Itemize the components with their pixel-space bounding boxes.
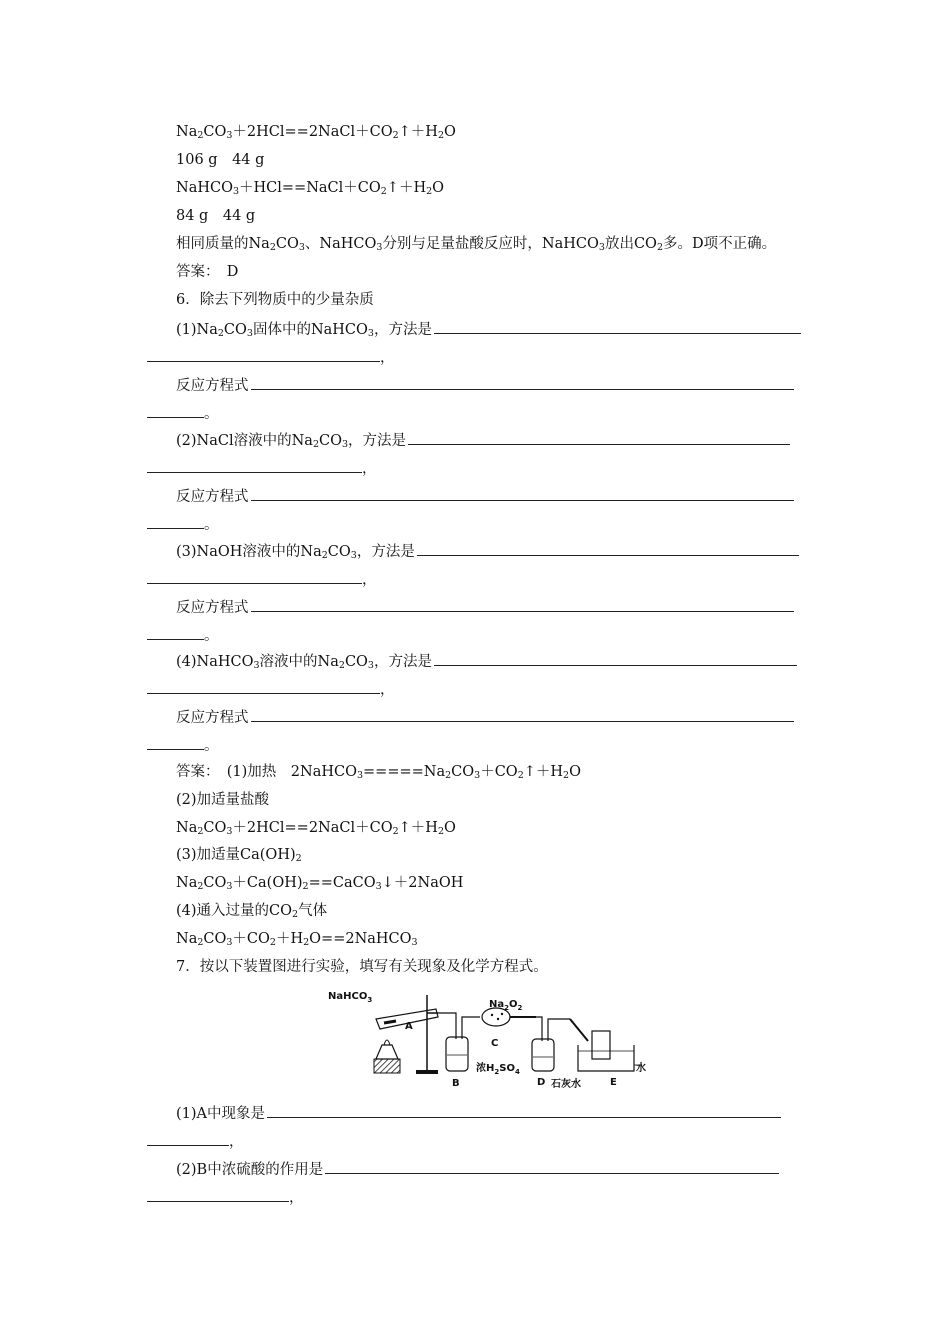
q7-part-2-cont: ， [145,1186,304,1208]
answer-blank[interactable] [147,624,204,640]
answer-blank[interactable] [147,678,380,694]
q6-item-2-cont: ， [145,457,377,479]
label-water: 水 [636,1063,646,1074]
q6-item-2: (2)NaCl溶液中的$Na_2CO_3$，方法是 [176,429,790,451]
drying-tube-c [482,1008,510,1026]
q6-item-4-eq-cont: 。 [145,734,219,756]
label-c: C [491,1038,499,1049]
answer-blank[interactable] [251,374,794,390]
answer-blank[interactable] [147,457,362,473]
granule [491,1014,493,1016]
answer-blank[interactable] [147,402,204,418]
equation-nahco3-hcl: $NaHCO_3+HCl==NaCl+CO_2↑+H_2O$ [176,180,445,197]
answer-blank[interactable] [147,1186,289,1202]
collecting-jar [592,1031,610,1059]
delivery-tube-bc [462,1017,480,1039]
conclusion-text: 相同质量的$Na_2CO_3$、NaHCO$_3$分别与足量盐酸反应时，NaHCO$_3$放出$CO_2$多。D项不正确。 [176,236,777,253]
answer-blank[interactable] [267,1102,781,1118]
bottle-b [446,1037,468,1071]
delivery-tube-de [548,1019,570,1041]
answer-blank[interactable] [417,540,799,556]
flame [384,1040,390,1045]
delivery-tube-ab [438,1013,456,1039]
label-h2so4: 浓$H_2SO_4$ [476,1063,520,1076]
label-b: B [452,1078,460,1089]
q6-answer-2-eq: $Na_2CO_3+2HCl==2NaCl+CO_2↑+H_2O$ [176,820,456,837]
q7-part-1: (1)A中现象是 [176,1102,781,1124]
stand-base [416,1070,438,1074]
answer-blank[interactable] [251,485,794,501]
q7-part-2: (2)B中浓硫酸的作用是 [176,1158,779,1180]
delivery-tube-cd [536,1017,542,1041]
q6-item-3-eq-cont: 。 [145,624,219,646]
q6-item-4-cont: ， [145,678,395,700]
label-a: A [405,1021,413,1032]
q6-item-3-cont: ， [145,568,377,590]
question-6-title: 6．除去下列物质中的少量杂质 [176,292,374,308]
q6-answer-3-eq: $Na_2CO_3+Ca(OH)_2==CaCO_3↓+2NaOH$ [176,875,464,892]
answer-blank[interactable] [325,1158,779,1174]
question-7-title: 7．按以下装置图进行实验，填写有关现象及化学方程式。 [176,959,548,975]
q6-item-4-eq: 反应方程式 [176,706,794,728]
apparatus-figure [326,985,656,1095]
equation-na2co3-hcl: $Na_2CO_3+2HCl==2NaCl+CO_2↑+H_2O$ [176,124,456,141]
granule [497,1018,499,1020]
label-e: E [610,1077,617,1088]
answer-blank[interactable] [147,513,204,529]
q6-item-3: (3)NaOH溶液中的$Na_2CO_3$，方法是 [176,540,799,562]
q6-item-3-eq: 反应方程式 [176,596,794,618]
q6-item-1: $(1)Na_2CO_3$固体中的NaHCO$_3$，方法是 [176,318,801,340]
q6-item-2-eq-cont: 。 [145,513,219,535]
heating-block [374,1059,400,1073]
answer-blank[interactable] [147,734,204,750]
alcohol-lamp [376,1045,398,1059]
answer-blank[interactable] [251,596,794,612]
q6-item-2-eq: 反应方程式 [176,485,794,507]
label-nahco3: NaHCO$_3$ [328,991,373,1004]
mass-ratio-1: 106 g 44 g [176,152,265,168]
rubber-tube-e [570,1019,588,1041]
label-d: D [537,1077,546,1088]
answer-blank[interactable] [408,429,790,445]
answer-blank[interactable] [147,1130,229,1146]
q6-answer-3: (3)加适量$Ca(OH)_2$ [176,847,302,864]
answer-blank[interactable] [434,318,801,334]
answer-blank[interactable] [434,650,797,666]
answer-blank[interactable] [251,706,794,722]
answer-blank[interactable] [147,568,362,584]
q6-answer-2: (2)加适量盐酸 [176,792,270,808]
label-limewater: 石灰水 [551,1079,581,1090]
sample-powder [384,1021,396,1023]
q6-answer-4-eq: $Na_2CO_3+CO_2+H_2O==2NaHCO_3$ [176,931,418,948]
q7-part-1-cont: ， [145,1130,244,1152]
bottle-d [532,1039,554,1071]
q6-answer-1: 答案： (1)加热 $2NaHCO_3=====Na_2CO_3+CO_2↑+H_2O$ [176,764,581,781]
q6-item-1-eq: 反应方程式 [176,374,794,396]
q6-item-1-cont: ， [145,346,395,368]
water-trough-e [578,1045,634,1071]
q6-item-4: (4)NaHCO$_3$溶液中的$Na_2CO_3$，方法是 [176,650,797,672]
q6-answer-4: (4)通入过量的$CO_2$气体 [176,903,328,920]
q6-item-1-eq-cont: 。 [145,402,219,424]
answer-blank[interactable] [147,346,380,362]
mass-ratio-2: 84 g 44 g [176,208,256,224]
label-na2o2: $Na_2O_2$ [489,999,523,1012]
granule [501,1013,503,1015]
answer-5: 答案： D [176,264,239,280]
